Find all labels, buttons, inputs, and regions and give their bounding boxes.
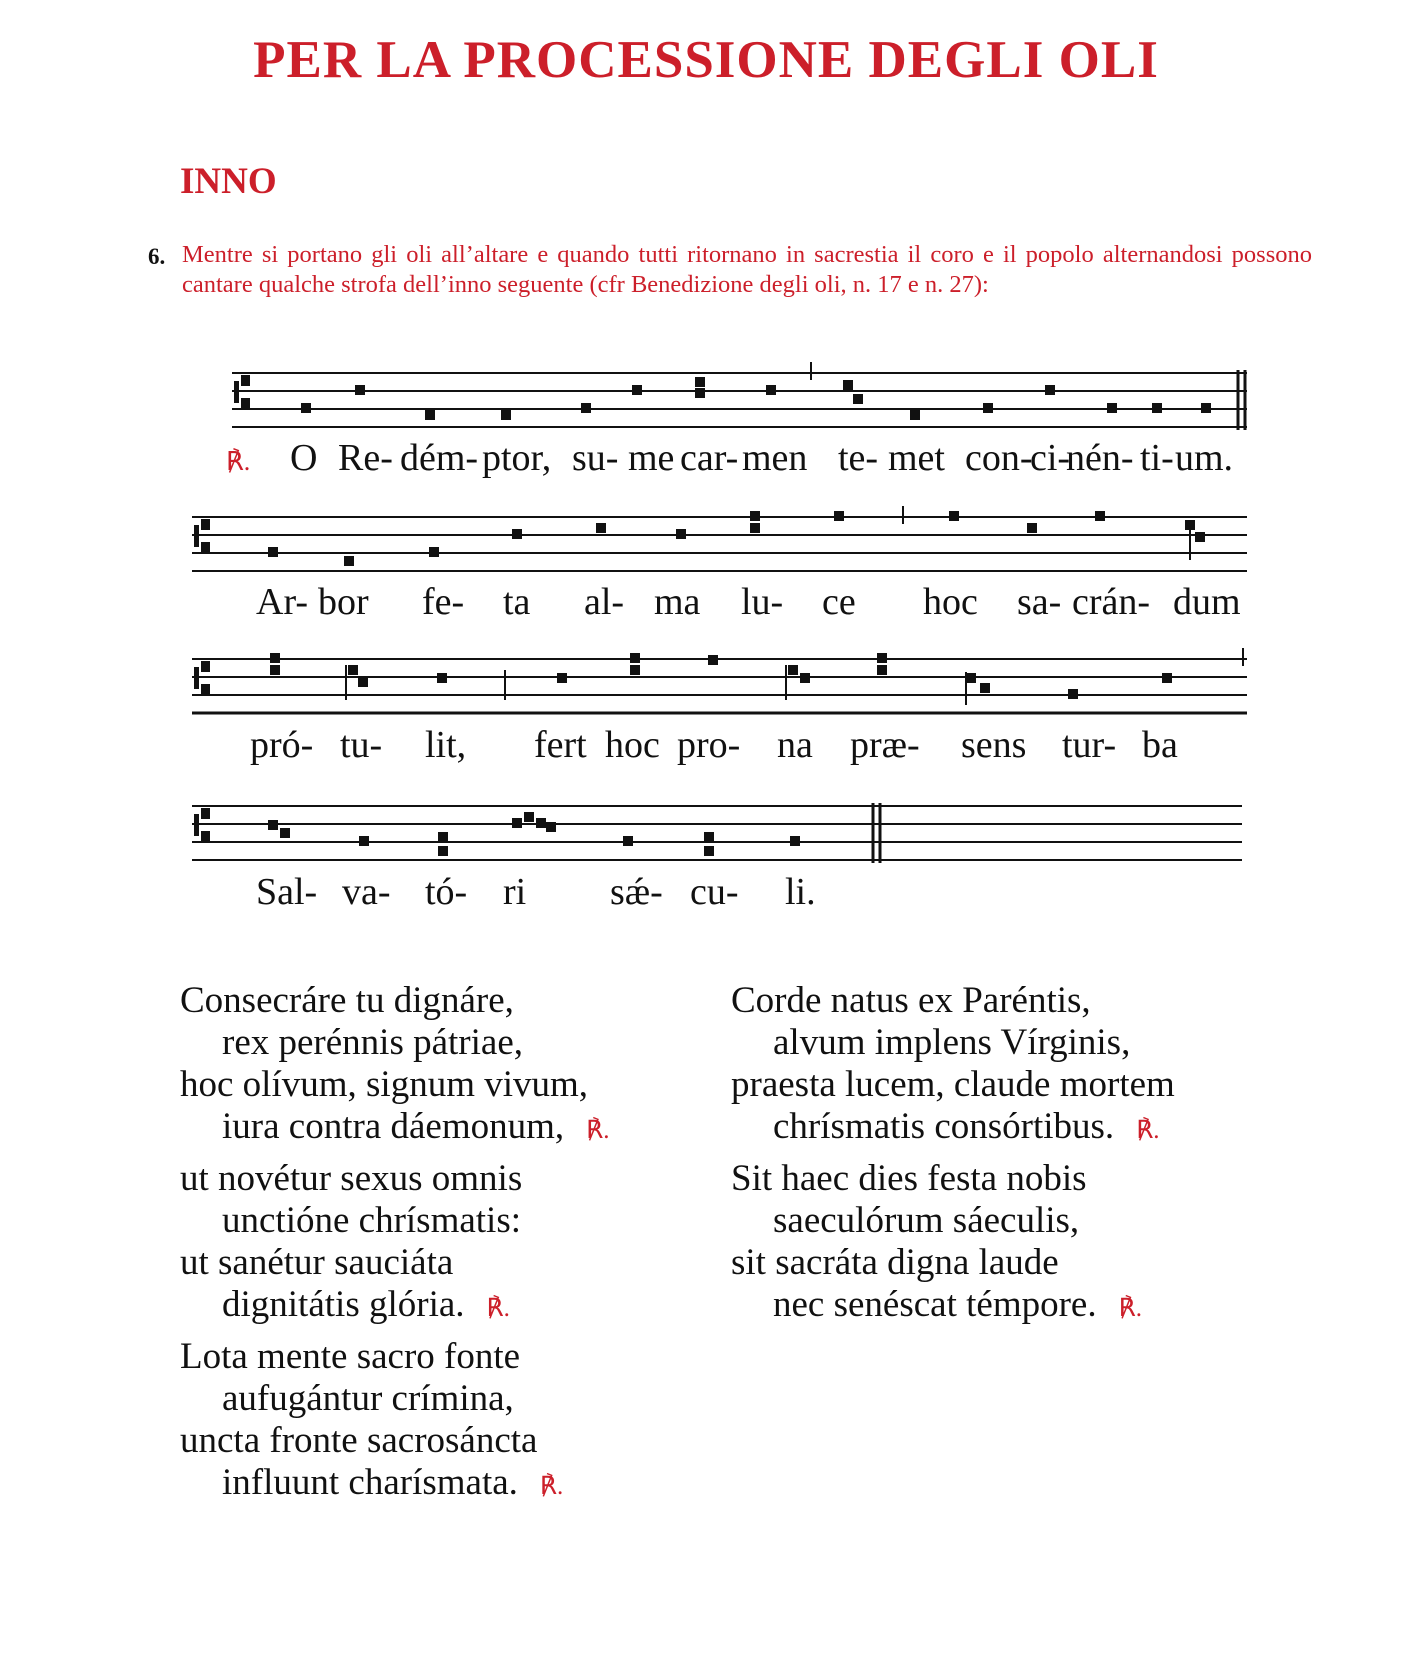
lyrics-2 xyxy=(256,581,1241,623)
rubric-number: 6. xyxy=(148,244,166,269)
syllable: ta xyxy=(503,581,531,623)
stanza-3 xyxy=(180,1336,563,1508)
syllable: hoc xyxy=(605,724,660,766)
page-title: PER LA PROCESSIONE DEGLI OLI xyxy=(253,31,1159,89)
verse-line: chrísmatis consórtibus. xyxy=(773,1106,1115,1147)
syllable: men xyxy=(742,437,808,479)
verse-line: ut sanétur sauciáta xyxy=(180,1242,454,1283)
stanza-1 xyxy=(180,980,609,1152)
syllable: ci- xyxy=(1030,437,1071,479)
syllable: sǽ- xyxy=(610,871,663,913)
syllable: car- xyxy=(680,437,739,479)
syllable: fert xyxy=(534,724,587,766)
syllable: con- xyxy=(965,437,1033,479)
verse-line: aufugántur crímina, xyxy=(222,1378,514,1419)
syllable: ptor, xyxy=(482,437,552,479)
response-sign: ℟. xyxy=(226,447,251,476)
syllable: dém- xyxy=(400,437,479,479)
syllable: fe- xyxy=(422,581,465,623)
section-heading: INNO xyxy=(180,161,277,202)
staff-1 xyxy=(232,362,1247,430)
syllable: cu- xyxy=(690,871,739,913)
staff-4 xyxy=(192,803,1242,863)
syllable: tu- xyxy=(340,724,383,766)
stanza-2 xyxy=(180,1158,522,1330)
lyrics-3 xyxy=(250,724,1178,766)
syllable: ri xyxy=(503,871,527,913)
verse-line: sit sacráta digna laude xyxy=(731,1242,1059,1283)
syllable: li. xyxy=(785,871,816,913)
syllable: me xyxy=(628,437,675,479)
syllable: bor xyxy=(318,581,369,623)
syllable: na xyxy=(777,724,813,766)
syllable: Sal- xyxy=(256,871,318,913)
verse-line: Sit haec dies festa nobis xyxy=(731,1158,1087,1199)
syllable: va- xyxy=(342,871,391,913)
syllable: O xyxy=(290,437,318,479)
response-sign: ℟. xyxy=(486,1295,510,1322)
verse-line: rex perénnis pátriae, xyxy=(222,1022,523,1063)
syllable: ti- xyxy=(1140,437,1174,479)
syllable: crán- xyxy=(1072,581,1151,623)
verse-line: unctióne chrísmatis: xyxy=(222,1200,522,1241)
verse-line: saeculórum sáeculis, xyxy=(773,1200,1080,1241)
verse-line: nec senéscat témpore. xyxy=(773,1284,1097,1325)
syllable: pro- xyxy=(677,724,741,766)
verse-line: Lota mente sacro fonte xyxy=(180,1336,521,1377)
syllable: hoc xyxy=(923,581,978,623)
syllable: te- xyxy=(838,437,879,479)
syllable: sens xyxy=(961,724,1027,766)
syllable: ma xyxy=(654,581,701,623)
syllable: Re- xyxy=(338,437,393,479)
stanza-4 xyxy=(731,980,1175,1152)
syllable: dum xyxy=(1173,581,1241,623)
syllable: Ar- xyxy=(256,581,308,623)
response-sign: ℟. xyxy=(539,1473,564,1500)
verse-line: Consecráre tu dignáre, xyxy=(180,980,514,1021)
syllable: al- xyxy=(584,581,625,623)
stanza-5 xyxy=(731,1158,1142,1330)
verse-line: iura contra dáemonum, xyxy=(222,1106,565,1147)
verse-line: alvum implens Vírginis, xyxy=(773,1022,1131,1063)
verse-line: praesta lucem, claude mortem xyxy=(731,1064,1175,1105)
syllable: lu- xyxy=(741,581,784,623)
syllable: nén- xyxy=(1066,437,1134,479)
rubric-text: Mentre si portano gli oli all’altare e quando tutti ritornano in sacrestia il coro e il popolo alternandosi possono cantare qualche strofa dell’inno seguente (cfr Benedizione degli oli, n. 17 e n. 27): xyxy=(182,241,1312,298)
verse-line: dignitátis glória. xyxy=(222,1284,465,1325)
syllable: lit, xyxy=(425,724,467,766)
syllable: ba xyxy=(1142,724,1178,766)
response-sign: ℟. xyxy=(1136,1117,1160,1144)
verse-line: uncta fronte sacrosáncta xyxy=(180,1420,538,1461)
verse-line: influunt charísmata. xyxy=(222,1462,518,1503)
response-sign: ℟. xyxy=(1118,1295,1142,1322)
verse-line: hoc olívum, signum vivum, xyxy=(180,1064,589,1105)
lyrics-4 xyxy=(256,871,816,913)
neumes-4 xyxy=(268,812,800,856)
response-sign: ℟. xyxy=(586,1117,610,1144)
neumes-2 xyxy=(268,511,1205,566)
verse-line: Corde natus ex Paréntis, xyxy=(731,980,1091,1021)
syllable: pró- xyxy=(250,724,314,766)
syllable: su- xyxy=(572,437,619,479)
syllable: tó- xyxy=(425,871,468,913)
neumes-1 xyxy=(301,377,1211,420)
staff-3 xyxy=(192,648,1247,713)
verse-line: ut novétur sexus omnis xyxy=(180,1158,523,1199)
syllable: ce xyxy=(822,581,856,623)
syllable: um. xyxy=(1175,437,1234,479)
syllable: præ- xyxy=(850,724,920,766)
lyrics-1 xyxy=(226,437,1233,479)
syllable: sa- xyxy=(1017,581,1062,623)
syllable: met xyxy=(888,437,945,479)
syllable: tur- xyxy=(1062,724,1117,766)
